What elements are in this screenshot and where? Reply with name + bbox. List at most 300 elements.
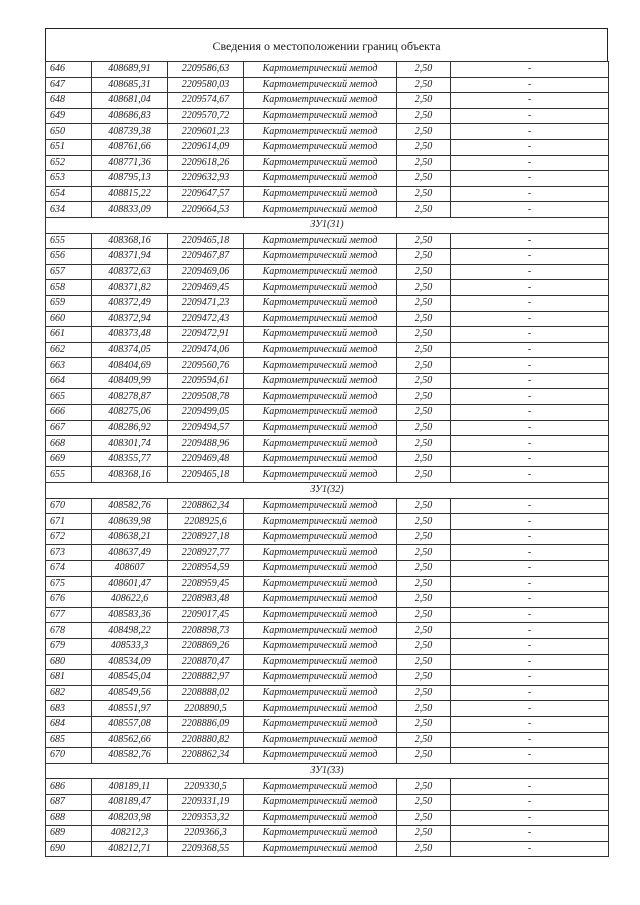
y-coordinate-cell: 2209494,57 xyxy=(168,420,244,436)
method-cell: Картометрический метод xyxy=(244,810,397,826)
point-number-cell: 684 xyxy=(46,716,92,732)
table-row xyxy=(46,389,609,405)
y-coordinate-cell: 2209469,06 xyxy=(168,264,244,280)
point-number-cell: 664 xyxy=(46,373,92,389)
table-row xyxy=(46,311,609,327)
accuracy-cell: 2,50 xyxy=(397,451,451,467)
description-cell: - xyxy=(451,202,609,218)
point-number-cell: 689 xyxy=(46,826,92,842)
y-coordinate-cell: 2209331,19 xyxy=(168,794,244,810)
y-coordinate-cell: 2209601,23 xyxy=(168,124,244,140)
point-number-cell: 647 xyxy=(46,77,92,93)
x-coordinate-cell: 408638,21 xyxy=(92,529,168,545)
x-coordinate-cell: 408686,83 xyxy=(92,108,168,124)
method-cell: Картометрический метод xyxy=(244,139,397,155)
table-row xyxy=(46,436,609,452)
description-cell: - xyxy=(451,264,609,280)
table-row xyxy=(46,420,609,436)
table-row xyxy=(46,748,609,764)
accuracy-cell: 2,50 xyxy=(397,592,451,608)
x-coordinate-cell: 408601,47 xyxy=(92,576,168,592)
table-row xyxy=(46,186,609,202)
description-cell: - xyxy=(451,638,609,654)
x-coordinate-cell: 408212,3 xyxy=(92,826,168,842)
x-coordinate-cell: 408372,94 xyxy=(92,311,168,327)
table-row xyxy=(46,358,609,374)
table-row xyxy=(46,670,609,686)
description-cell: - xyxy=(451,93,609,109)
description-cell: - xyxy=(451,592,609,608)
table-row xyxy=(46,342,609,358)
y-coordinate-cell: 2209499,05 xyxy=(168,405,244,421)
x-coordinate-cell: 408371,82 xyxy=(92,280,168,296)
table-row xyxy=(46,592,609,608)
table-row xyxy=(46,561,609,577)
description-cell: - xyxy=(451,779,609,795)
accuracy-cell: 2,50 xyxy=(397,420,451,436)
coordinates-table xyxy=(45,61,609,857)
description-cell: - xyxy=(451,701,609,717)
table-row xyxy=(46,171,609,187)
accuracy-cell: 2,50 xyxy=(397,841,451,857)
x-coordinate-cell: 408189,47 xyxy=(92,794,168,810)
x-coordinate-cell: 408681,04 xyxy=(92,93,168,109)
description-cell: - xyxy=(451,249,609,265)
y-coordinate-cell: 2208927,77 xyxy=(168,545,244,561)
y-coordinate-cell: 2208959,45 xyxy=(168,576,244,592)
description-cell: - xyxy=(451,420,609,436)
table-row xyxy=(46,467,609,483)
point-number-cell: 651 xyxy=(46,139,92,155)
table-row xyxy=(46,545,609,561)
method-cell: Картометрический метод xyxy=(244,654,397,670)
method-cell: Картометрический метод xyxy=(244,93,397,109)
accuracy-cell: 2,50 xyxy=(397,280,451,296)
x-coordinate-cell: 408689,91 xyxy=(92,62,168,78)
table-row xyxy=(46,249,609,265)
method-cell: Картометрический метод xyxy=(244,732,397,748)
point-number-cell: 656 xyxy=(46,249,92,265)
x-coordinate-cell: 408833,09 xyxy=(92,202,168,218)
y-coordinate-cell: 2209647,57 xyxy=(168,186,244,202)
x-coordinate-cell: 408189,11 xyxy=(92,779,168,795)
accuracy-cell: 2,50 xyxy=(397,670,451,686)
point-number-cell: 657 xyxy=(46,264,92,280)
point-number-cell: 634 xyxy=(46,202,92,218)
table-row xyxy=(46,841,609,857)
description-cell: - xyxy=(451,623,609,639)
method-cell: Картометрический метод xyxy=(244,171,397,187)
x-coordinate-cell: 408639,98 xyxy=(92,514,168,530)
point-number-cell: 674 xyxy=(46,561,92,577)
accuracy-cell: 2,50 xyxy=(397,654,451,670)
accuracy-cell: 2,50 xyxy=(397,93,451,109)
x-coordinate-cell: 408355,77 xyxy=(92,451,168,467)
x-coordinate-cell: 408761,66 xyxy=(92,139,168,155)
table-row xyxy=(46,202,609,218)
section-label: ЗУ1(31) xyxy=(46,217,609,233)
method-cell: Картометрический метод xyxy=(244,108,397,124)
table-row xyxy=(46,716,609,732)
description-cell: - xyxy=(451,405,609,421)
method-cell: Картометрический метод xyxy=(244,545,397,561)
accuracy-cell: 2,50 xyxy=(397,186,451,202)
accuracy-cell: 2,50 xyxy=(397,77,451,93)
y-coordinate-cell: 2209469,48 xyxy=(168,451,244,467)
point-number-cell: 660 xyxy=(46,311,92,327)
accuracy-cell: 2,50 xyxy=(397,389,451,405)
table-row xyxy=(46,451,609,467)
method-cell: Картометрический метод xyxy=(244,280,397,296)
table-row xyxy=(46,732,609,748)
point-number-cell: 655 xyxy=(46,233,92,249)
table-row xyxy=(46,108,609,124)
point-number-cell: 676 xyxy=(46,592,92,608)
accuracy-cell: 2,50 xyxy=(397,607,451,623)
x-coordinate-cell: 408372,63 xyxy=(92,264,168,280)
table-row xyxy=(46,607,609,623)
accuracy-cell: 2,50 xyxy=(397,732,451,748)
accuracy-cell: 2,50 xyxy=(397,716,451,732)
y-coordinate-cell: 2208869,26 xyxy=(168,638,244,654)
accuracy-cell: 2,50 xyxy=(397,467,451,483)
point-number-cell: 658 xyxy=(46,280,92,296)
method-cell: Картометрический метод xyxy=(244,311,397,327)
x-coordinate-cell: 408739,38 xyxy=(92,124,168,140)
accuracy-cell: 2,50 xyxy=(397,779,451,795)
accuracy-cell: 2,50 xyxy=(397,498,451,514)
point-number-cell: 678 xyxy=(46,623,92,639)
description-cell: - xyxy=(451,826,609,842)
y-coordinate-cell: 2208870,47 xyxy=(168,654,244,670)
method-cell: Картометрический метод xyxy=(244,420,397,436)
method-cell: Картометрический метод xyxy=(244,514,397,530)
method-cell: Картометрический метод xyxy=(244,155,397,171)
description-cell: - xyxy=(451,436,609,452)
point-number-cell: 652 xyxy=(46,155,92,171)
y-coordinate-cell: 2209469,45 xyxy=(168,280,244,296)
method-cell: Картометрический метод xyxy=(244,561,397,577)
table-row xyxy=(46,327,609,343)
accuracy-cell: 2,50 xyxy=(397,155,451,171)
accuracy-cell: 2,50 xyxy=(397,373,451,389)
x-coordinate-cell: 408203,98 xyxy=(92,810,168,826)
accuracy-cell: 2,50 xyxy=(397,295,451,311)
y-coordinate-cell: 2208983,48 xyxy=(168,592,244,608)
x-coordinate-cell: 408549,56 xyxy=(92,685,168,701)
method-cell: Картометрический метод xyxy=(244,62,397,78)
y-coordinate-cell: 2208954,59 xyxy=(168,561,244,577)
method-cell: Картометрический метод xyxy=(244,794,397,810)
point-number-cell: 649 xyxy=(46,108,92,124)
description-cell: - xyxy=(451,77,609,93)
method-cell: Картометрический метод xyxy=(244,607,397,623)
description-cell: - xyxy=(451,732,609,748)
point-number-cell: 667 xyxy=(46,420,92,436)
table-row xyxy=(46,124,609,140)
x-coordinate-cell: 408637,49 xyxy=(92,545,168,561)
section-label: ЗУ1(32) xyxy=(46,483,609,499)
description-cell: - xyxy=(451,108,609,124)
table-row xyxy=(46,654,609,670)
description-cell: - xyxy=(451,233,609,249)
method-cell: Картометрический метод xyxy=(244,202,397,218)
description-cell: - xyxy=(451,342,609,358)
method-cell: Картометрический метод xyxy=(244,638,397,654)
point-number-cell: 686 xyxy=(46,779,92,795)
y-coordinate-cell: 2209570,72 xyxy=(168,108,244,124)
table-row xyxy=(46,623,609,639)
point-number-cell: 646 xyxy=(46,62,92,78)
boundary-document xyxy=(45,28,608,857)
table-row xyxy=(46,155,609,171)
accuracy-cell: 2,50 xyxy=(397,545,451,561)
point-number-cell: 666 xyxy=(46,405,92,421)
x-coordinate-cell: 408212,71 xyxy=(92,841,168,857)
y-coordinate-cell: 2209368,55 xyxy=(168,841,244,857)
description-cell: - xyxy=(451,171,609,187)
accuracy-cell: 2,50 xyxy=(397,405,451,421)
point-number-cell: 670 xyxy=(46,748,92,764)
table-row xyxy=(46,264,609,280)
point-number-cell: 679 xyxy=(46,638,92,654)
y-coordinate-cell: 2209472,91 xyxy=(168,327,244,343)
document-title: Сведения о местоположении границ объекта xyxy=(45,28,608,61)
point-number-cell: 668 xyxy=(46,436,92,452)
y-coordinate-cell: 2209330,5 xyxy=(168,779,244,795)
point-number-cell: 669 xyxy=(46,451,92,467)
point-number-cell: 682 xyxy=(46,685,92,701)
point-number-cell: 670 xyxy=(46,498,92,514)
accuracy-cell: 2,50 xyxy=(397,514,451,530)
description-cell: - xyxy=(451,186,609,202)
description-cell: - xyxy=(451,389,609,405)
description-cell: - xyxy=(451,654,609,670)
accuracy-cell: 2,50 xyxy=(397,748,451,764)
accuracy-cell: 2,50 xyxy=(397,826,451,842)
table-row xyxy=(46,233,609,249)
description-cell: - xyxy=(451,327,609,343)
x-coordinate-cell: 408368,16 xyxy=(92,233,168,249)
y-coordinate-cell: 2208925,6 xyxy=(168,514,244,530)
x-coordinate-cell: 408582,76 xyxy=(92,748,168,764)
x-coordinate-cell: 408562,66 xyxy=(92,732,168,748)
description-cell: - xyxy=(451,451,609,467)
x-coordinate-cell: 408498,22 xyxy=(92,623,168,639)
method-cell: Картометрический метод xyxy=(244,498,397,514)
x-coordinate-cell: 408371,94 xyxy=(92,249,168,265)
table-row xyxy=(46,405,609,421)
table-row xyxy=(46,779,609,795)
method-cell: Картометрический метод xyxy=(244,779,397,795)
point-number-cell: 654 xyxy=(46,186,92,202)
point-number-cell: 677 xyxy=(46,607,92,623)
y-coordinate-cell: 2209560,76 xyxy=(168,358,244,374)
y-coordinate-cell: 2208888,02 xyxy=(168,685,244,701)
y-coordinate-cell: 2208862,34 xyxy=(168,498,244,514)
method-cell: Картометрический метод xyxy=(244,389,397,405)
point-number-cell: 648 xyxy=(46,93,92,109)
accuracy-cell: 2,50 xyxy=(397,794,451,810)
description-cell: - xyxy=(451,139,609,155)
accuracy-cell: 2,50 xyxy=(397,139,451,155)
y-coordinate-cell: 2209594,61 xyxy=(168,373,244,389)
point-number-cell: 661 xyxy=(46,327,92,343)
method-cell: Картометрический метод xyxy=(244,249,397,265)
point-number-cell: 659 xyxy=(46,295,92,311)
table-row xyxy=(46,77,609,93)
method-cell: Картометрический метод xyxy=(244,373,397,389)
method-cell: Картометрический метод xyxy=(244,529,397,545)
description-cell: - xyxy=(451,295,609,311)
y-coordinate-cell: 2209353,32 xyxy=(168,810,244,826)
section-row xyxy=(46,763,609,779)
accuracy-cell: 2,50 xyxy=(397,249,451,265)
method-cell: Картометрический метод xyxy=(244,327,397,343)
description-cell: - xyxy=(451,794,609,810)
accuracy-cell: 2,50 xyxy=(397,436,451,452)
method-cell: Картометрический метод xyxy=(244,436,397,452)
x-coordinate-cell: 408278,87 xyxy=(92,389,168,405)
section-row xyxy=(46,217,609,233)
x-coordinate-cell: 408685,31 xyxy=(92,77,168,93)
y-coordinate-cell: 2209465,18 xyxy=(168,233,244,249)
table-row xyxy=(46,685,609,701)
description-cell: - xyxy=(451,358,609,374)
accuracy-cell: 2,50 xyxy=(397,561,451,577)
x-coordinate-cell: 408286,92 xyxy=(92,420,168,436)
accuracy-cell: 2,50 xyxy=(397,108,451,124)
method-cell: Картометрический метод xyxy=(244,716,397,732)
method-cell: Картометрический метод xyxy=(244,467,397,483)
x-coordinate-cell: 408557,08 xyxy=(92,716,168,732)
description-cell: - xyxy=(451,748,609,764)
table-row xyxy=(46,529,609,545)
method-cell: Картометрический метод xyxy=(244,576,397,592)
y-coordinate-cell: 2208862,34 xyxy=(168,748,244,764)
method-cell: Картометрический метод xyxy=(244,748,397,764)
description-cell: - xyxy=(451,529,609,545)
method-cell: Картометрический метод xyxy=(244,358,397,374)
table-row xyxy=(46,514,609,530)
table-row xyxy=(46,295,609,311)
x-coordinate-cell: 408409,99 xyxy=(92,373,168,389)
x-coordinate-cell: 408533,3 xyxy=(92,638,168,654)
accuracy-cell: 2,50 xyxy=(397,685,451,701)
x-coordinate-cell: 408607 xyxy=(92,561,168,577)
table-row xyxy=(46,638,609,654)
accuracy-cell: 2,50 xyxy=(397,202,451,218)
y-coordinate-cell: 2209471,23 xyxy=(168,295,244,311)
point-number-cell: 690 xyxy=(46,841,92,857)
method-cell: Картометрический метод xyxy=(244,670,397,686)
description-cell: - xyxy=(451,62,609,78)
y-coordinate-cell: 2208890,5 xyxy=(168,701,244,717)
accuracy-cell: 2,50 xyxy=(397,327,451,343)
y-coordinate-cell: 2209614,09 xyxy=(168,139,244,155)
method-cell: Картометрический метод xyxy=(244,623,397,639)
method-cell: Картометрический метод xyxy=(244,295,397,311)
point-number-cell: 688 xyxy=(46,810,92,826)
x-coordinate-cell: 408545,04 xyxy=(92,670,168,686)
point-number-cell: 687 xyxy=(46,794,92,810)
method-cell: Картометрический метод xyxy=(244,77,397,93)
method-cell: Картометрический метод xyxy=(244,124,397,140)
table-row xyxy=(46,93,609,109)
x-coordinate-cell: 408582,76 xyxy=(92,498,168,514)
description-cell: - xyxy=(451,545,609,561)
description-cell: - xyxy=(451,280,609,296)
x-coordinate-cell: 408622,6 xyxy=(92,592,168,608)
point-number-cell: 662 xyxy=(46,342,92,358)
description-cell: - xyxy=(451,670,609,686)
x-coordinate-cell: 408534,09 xyxy=(92,654,168,670)
table-row xyxy=(46,373,609,389)
coordinates-table-body xyxy=(46,62,609,857)
y-coordinate-cell: 2208898,73 xyxy=(168,623,244,639)
x-coordinate-cell: 408372,49 xyxy=(92,295,168,311)
method-cell: Картометрический метод xyxy=(244,592,397,608)
accuracy-cell: 2,50 xyxy=(397,311,451,327)
point-number-cell: 681 xyxy=(46,670,92,686)
table-row xyxy=(46,826,609,842)
accuracy-cell: 2,50 xyxy=(397,358,451,374)
point-number-cell: 653 xyxy=(46,171,92,187)
accuracy-cell: 2,50 xyxy=(397,529,451,545)
x-coordinate-cell: 408301,74 xyxy=(92,436,168,452)
description-cell: - xyxy=(451,607,609,623)
section-label: ЗУ1(33) xyxy=(46,763,609,779)
x-coordinate-cell: 408374,05 xyxy=(92,342,168,358)
description-cell: - xyxy=(451,373,609,389)
accuracy-cell: 2,50 xyxy=(397,171,451,187)
accuracy-cell: 2,50 xyxy=(397,576,451,592)
x-coordinate-cell: 408368,16 xyxy=(92,467,168,483)
accuracy-cell: 2,50 xyxy=(397,62,451,78)
point-number-cell: 680 xyxy=(46,654,92,670)
y-coordinate-cell: 2209508,78 xyxy=(168,389,244,405)
description-cell: - xyxy=(451,514,609,530)
point-number-cell: 671 xyxy=(46,514,92,530)
accuracy-cell: 2,50 xyxy=(397,233,451,249)
x-coordinate-cell: 408373,48 xyxy=(92,327,168,343)
y-coordinate-cell: 2209618,26 xyxy=(168,155,244,171)
point-number-cell: 663 xyxy=(46,358,92,374)
accuracy-cell: 2,50 xyxy=(397,810,451,826)
y-coordinate-cell: 2209467,87 xyxy=(168,249,244,265)
point-number-cell: 655 xyxy=(46,467,92,483)
accuracy-cell: 2,50 xyxy=(397,701,451,717)
table-row xyxy=(46,280,609,296)
description-cell: - xyxy=(451,810,609,826)
table-row xyxy=(46,139,609,155)
method-cell: Картометрический метод xyxy=(244,233,397,249)
description-cell: - xyxy=(451,561,609,577)
y-coordinate-cell: 2208882,97 xyxy=(168,670,244,686)
y-coordinate-cell: 2209472,43 xyxy=(168,311,244,327)
x-coordinate-cell: 408815,22 xyxy=(92,186,168,202)
table-row xyxy=(46,701,609,717)
method-cell: Картометрический метод xyxy=(244,186,397,202)
point-number-cell: 685 xyxy=(46,732,92,748)
x-coordinate-cell: 408275,06 xyxy=(92,405,168,421)
point-number-cell: 683 xyxy=(46,701,92,717)
method-cell: Картометрический метод xyxy=(244,841,397,857)
x-coordinate-cell: 408795,13 xyxy=(92,171,168,187)
y-coordinate-cell: 2209580,03 xyxy=(168,77,244,93)
section-row xyxy=(46,483,609,499)
y-coordinate-cell: 2209664,53 xyxy=(168,202,244,218)
